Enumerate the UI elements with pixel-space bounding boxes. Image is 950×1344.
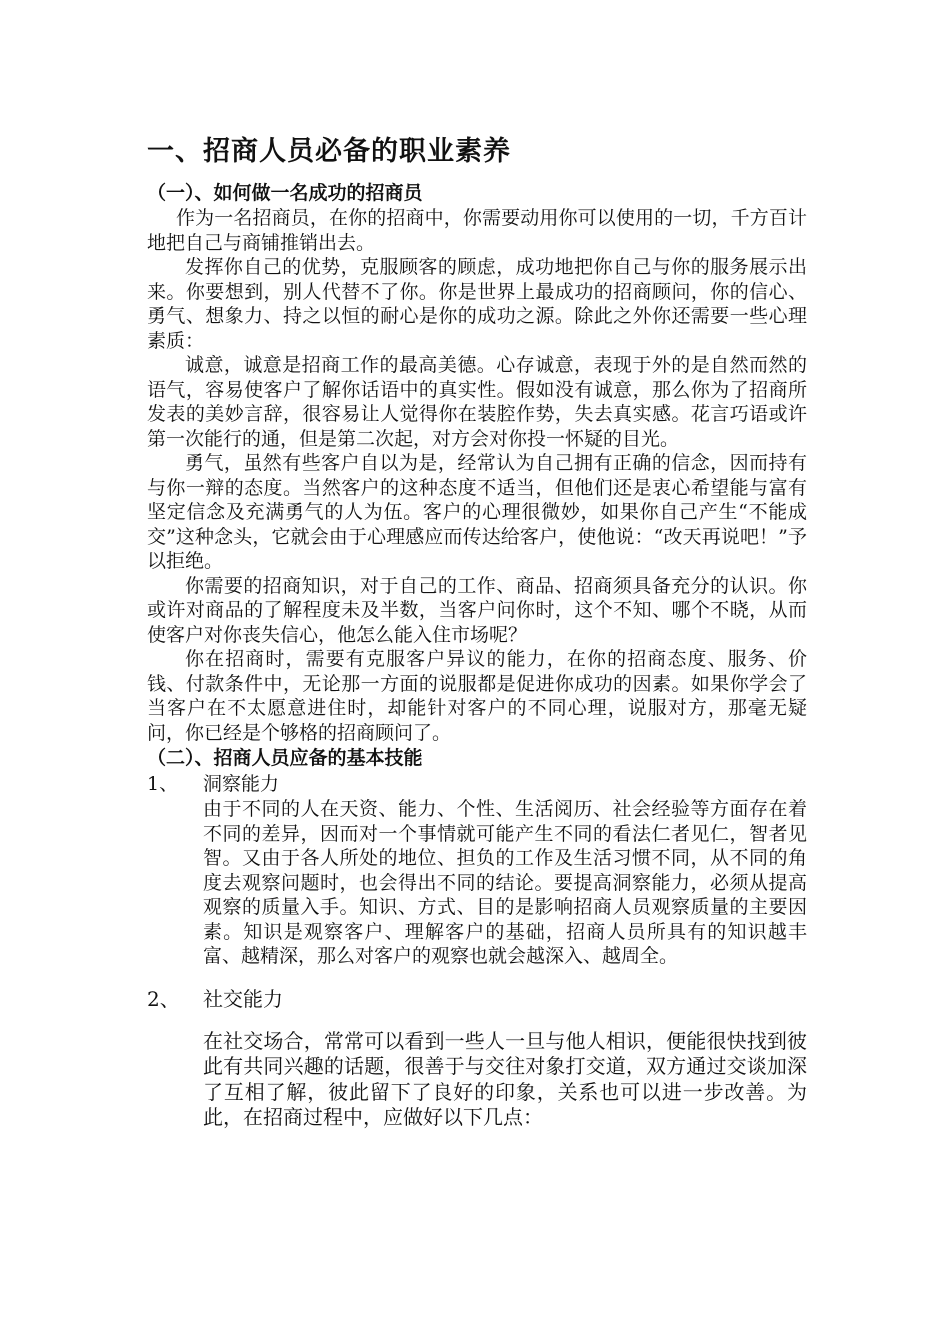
list-item-body xyxy=(203,1029,807,1131)
paragraph: 在社交场合，常常可以看到一些人一旦与他人相识，便能很快找到彼此有共同兴趣的话题，很善于与交往对象打交道，双方通过交谈加深了互相了解，彼此留下了良好的印象，关系也可以进一步改善。为此，在招商过程中，应做好以下几点： xyxy=(203,1028,807,1129)
list-item-title: 洞察能力 xyxy=(203,773,280,795)
paragraph: 作为一名招商员，在你的招商中，你需要动用你可以使用的一切，千方百计地把自己与商铺推销出去。 xyxy=(147,207,807,254)
paragraph: 由于不同的人在天资、能力、个性、生活阅历、社会经验等方面存在着不同的差异，因而对一个事情就可能产生不同的看法仁者见仁，智者见智。又由于各人所处的地位、担负的工作及生活习惯不同，从不同的角度去观察问题时，也会得出不同的结论。要提高洞察能力，必须从提高观察的质量入手。知识、方式、目的是影响招商人员观察质量的主要因素。知识是观察客户、理解客户的基础，招商人员所具有的知识越丰富、越精深，那么对客户的观察也就会越深入、越周全。 xyxy=(203,798,807,967)
paragraph: 勇气，虽然有些客户自以为是，经常认为自己拥有正确的信念，因而持有与你一辩的态度。当然客户的这种态度不适当，但他们还是衷心希望能与富有坚定信念及充满勇气的人为伍。客户的心理很微妙，如果你自己产生“不能成交”这种念头，它就会由于心理感应而传达给客户，使他说：“改天再说吧！”予以拒绝。 xyxy=(147,452,807,572)
list-item-heading xyxy=(147,985,807,1013)
list-item-number: 1、 xyxy=(147,773,179,795)
paragraph: 你在招商时，需要有克服客户异议的能力，在你的招商态度、服务、价钱、付款条件中，无论那一方面的说服都是促进你成功的因素。如果你学会了当客户在不太愿意进住时，却能针对客户的不同心理，说服对方，那毫无疑问，你已经是个够格的招商顾问了。 xyxy=(147,648,807,744)
document-title: 一、招商人员必备的职业素养 xyxy=(147,136,511,167)
list-item-number: 2、 xyxy=(147,986,180,1011)
paragraph: 你需要的招商知识，对于自己的工作、商品、招商须具备充分的认识。你或许对商品的了解程度未及半数，当客户问你时，这个不知、哪个不晓，从而使客户对你丧失信心，他怎么能入住市场呢？ xyxy=(147,574,807,646)
section-heading-2: （二）、招商人员应备的基本技能 xyxy=(147,747,423,769)
list-item-title: 社交能力 xyxy=(203,986,283,1011)
document-content xyxy=(147,134,807,1131)
paragraph: 发挥你自己的优势，克服顾客的顾虑，成功地把你自己与你的服务展示出来。你要想到，别人代替不了你。你是世界上最成功的招商顾问，你的信心、勇气、想象力、持之以恒的耐心是你的成功之源。除此之外你还需要一些心理素质： xyxy=(147,256,807,352)
list-item-body xyxy=(203,797,807,969)
paragraph: 诚意，诚意是招商工作的最高美德。心存诚意，表现于外的是自然而然的语气，容易使客户了解你话语中的真实性。假如没有诚意，那么你为了招商所发表的美妙言辞，很容易让人觉得你在装腔作势，失去真实感。花言巧语或许第一次能行的通，但是第二次起，对方会对你投一怀疑的目光。 xyxy=(147,354,807,450)
section-heading-1: （一）、如何做一名成功的招商员 xyxy=(147,182,423,204)
list-item-heading xyxy=(147,771,807,797)
